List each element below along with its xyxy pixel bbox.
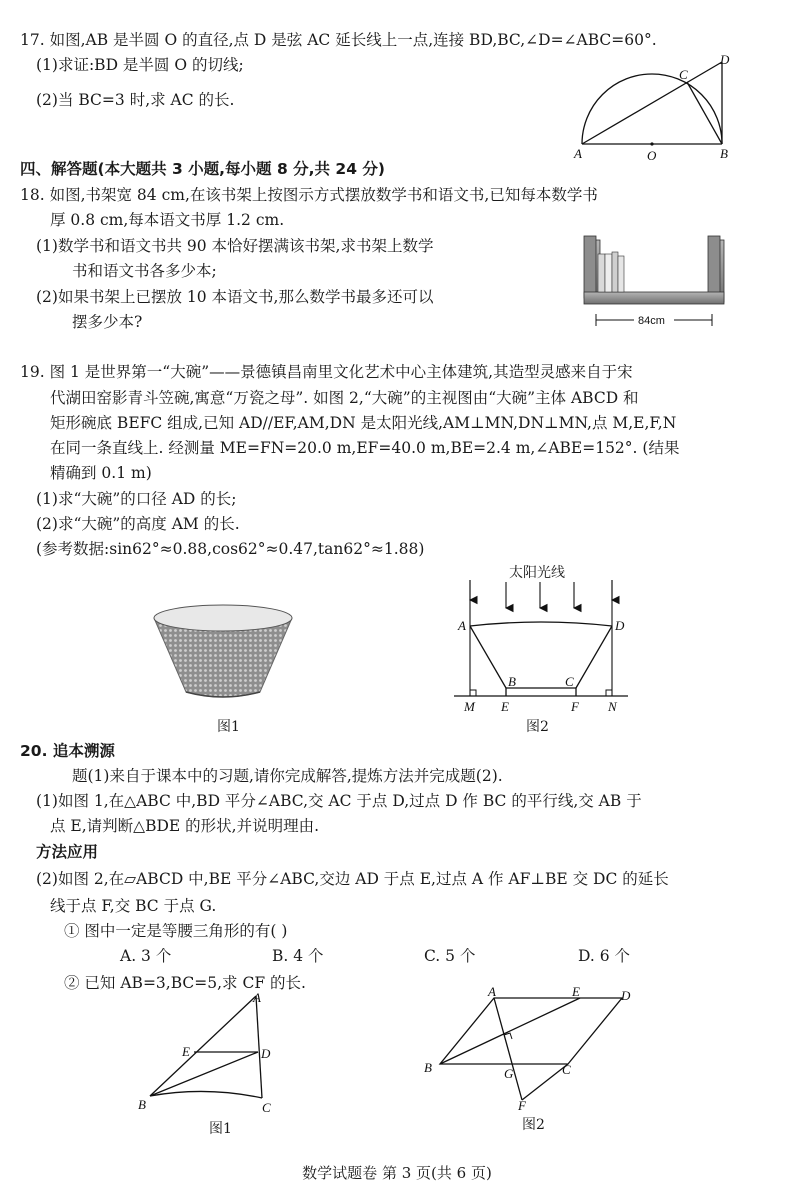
q17-semicircle-figure (560, 52, 760, 162)
q20-fig1-label-c: C (262, 1100, 271, 1115)
q19-label-b: B (508, 674, 516, 689)
q20-sub2: ② 已知 AB=3,BC=5,求 CF 的长. (64, 974, 306, 992)
q20-intro: 题(1)来自于课本中的习题,请你完成解答,提炼方法并完成题(2). (72, 767, 503, 785)
q20-fig2-label-e: E (572, 986, 580, 999)
q18-part2-cont: 摆多少本? (72, 313, 143, 331)
q18-bookshelf-figure (580, 232, 740, 332)
q19-line2: 代湖田窑影青斗笠碗,寓意“万瓷之母”. 如图 2,“大碗”的主视图由“大碗”主体 ABCD 和 (50, 389, 639, 407)
q19-label-d: D (615, 618, 625, 633)
q19-reference: (参考数据:sin62°≈0.88,cos62°≈0.47,tan62°≈1.88) (36, 540, 425, 558)
q18-part1: (1)数学书和语文书共 90 本恰好摆满该书架,求书架上数学 (36, 237, 434, 255)
q20-sub1: ① 图中一定是等腰三角形的有( ) (64, 922, 288, 940)
q19-line4: 在同一条直线上. 经测量 ME=FN=20.0 m,EF=40.0 m,BE=2.4 m,∠ABE=152°. (结果 (50, 439, 680, 457)
q20-fig1-label-d: D (261, 1046, 271, 1061)
q19-line1: 19. 图 1 是世界第一“大碗”——景德镇昌南里文化艺术中心主体建筑,其造型灵感来自于宋 (20, 363, 633, 381)
q20-title: 20. 追本溯源 (20, 742, 115, 760)
q19-label-e: E (501, 699, 509, 714)
q19-line3: 矩形碗底 BEFC 组成,已知 AD//EF,AM,DN 是太阳光线,AM⊥MN,DN⊥MN,点 M,E,F,N (50, 414, 677, 432)
q18-part2: (2)如果书架上已摆放 10 本语文书,那么数学书最多还可以 (36, 288, 434, 306)
q17-stem: 17. 如图,AB 是半圆 O 的直径,点 D 是弦 AC 延长线上一点,连接 BD,BC,∠D=∠ABC=60°. (20, 31, 657, 49)
q19-label-c: C (565, 674, 574, 689)
q20-part2-cont: 线于点 F,交 BC 于点 G. (50, 897, 217, 915)
q19-label-a: A (458, 618, 466, 633)
q19-part1: (1)求“大碗”的口径 AD 的长; (36, 490, 237, 508)
q20-part1: (1)如图 1,在△ABC 中,BD 平分∠ABC,交 AC 于点 D,过点 D 作 BC 的平行线,交 AB 于 (36, 792, 642, 810)
q20-option-a: A. 3 个 (120, 947, 172, 965)
q20-fig2-label-b: B (424, 1060, 432, 1075)
q20-fig1-caption: 图1 (209, 1121, 232, 1137)
q20-option-c: C. 5 个 (424, 947, 476, 965)
q18-line1: 18. 如图,书架宽 84 cm,在该书架上按图示方式摆放数学书和语文书,已知每本数学书 (20, 186, 598, 204)
q18-part1-cont: 书和语文书各多少本; (72, 262, 217, 280)
q17-label-c: C (679, 67, 688, 82)
q20-fig1-label-a: A (253, 990, 261, 1005)
q17-part2: (2)当 BC=3 时,求 AC 的长. (36, 91, 235, 109)
q20-fig1-triangle (130, 990, 290, 1115)
q20-part2: (2)如图 2,在▱ABCD 中,BE 平分∠ABC,交边 AD 于点 E,过点 A 作 AF⊥BE 交 DC 的延长 (36, 870, 669, 888)
q19-sunlight-label: 太阳光线 (509, 565, 565, 581)
q20-option-b: B. 4 个 (272, 947, 324, 965)
q20-fig1-label-e: E (182, 1044, 190, 1059)
q19-label-f: F (571, 699, 579, 714)
q19-part2: (2)求“大碗”的高度 AM 的长. (36, 515, 240, 533)
q19-bowl-photo (148, 598, 298, 708)
q20-fig1-label-b: B (138, 1097, 146, 1112)
q20-method-heading: 方法应用 (36, 843, 99, 861)
q19-fig1-caption: 图1 (217, 719, 240, 735)
q17-part1: (1)求证:BD 是半圆 O 的切线; (36, 56, 244, 74)
q17-label-b: B (720, 146, 728, 161)
q18-shelf-width-label: 84cm (638, 315, 665, 327)
q20-fig2-label-f: F (518, 1098, 526, 1113)
q17-label-a: A (574, 146, 582, 161)
q20-option-d: D. 6 个 (578, 947, 631, 965)
q20-part1-cont: 点 E,请判断△BDE 的形状,并说明理由. (50, 817, 320, 835)
q19-fig2-caption: 图2 (526, 719, 549, 735)
q19-label-m: M (464, 699, 475, 714)
q20-fig2-label-g: G (504, 1066, 514, 1081)
page-footer: 数学试题卷 第 3 页(共 6 页) (302, 1164, 492, 1182)
q17-label-d: D (720, 52, 730, 67)
q19-line5: 精确到 0.1 m) (50, 464, 152, 482)
q19-label-n: N (608, 699, 617, 714)
q20-fig2-label-a: A (488, 986, 496, 999)
q20-fig2-parallelogram (418, 986, 638, 1116)
q20-fig2-label-d: D (621, 988, 631, 1003)
q19-fig2-diagram (448, 578, 648, 718)
q17-label-o: O (647, 148, 657, 162)
q20-fig2-label-c: C (562, 1062, 571, 1077)
q18-line2: 厚 0.8 cm,每本语文书厚 1.2 cm. (50, 211, 285, 229)
q20-fig2-caption: 图2 (522, 1117, 545, 1133)
section4-title: 四、解答题(本大题共 3 小题,每小题 8 分,共 24 分) (20, 160, 385, 178)
